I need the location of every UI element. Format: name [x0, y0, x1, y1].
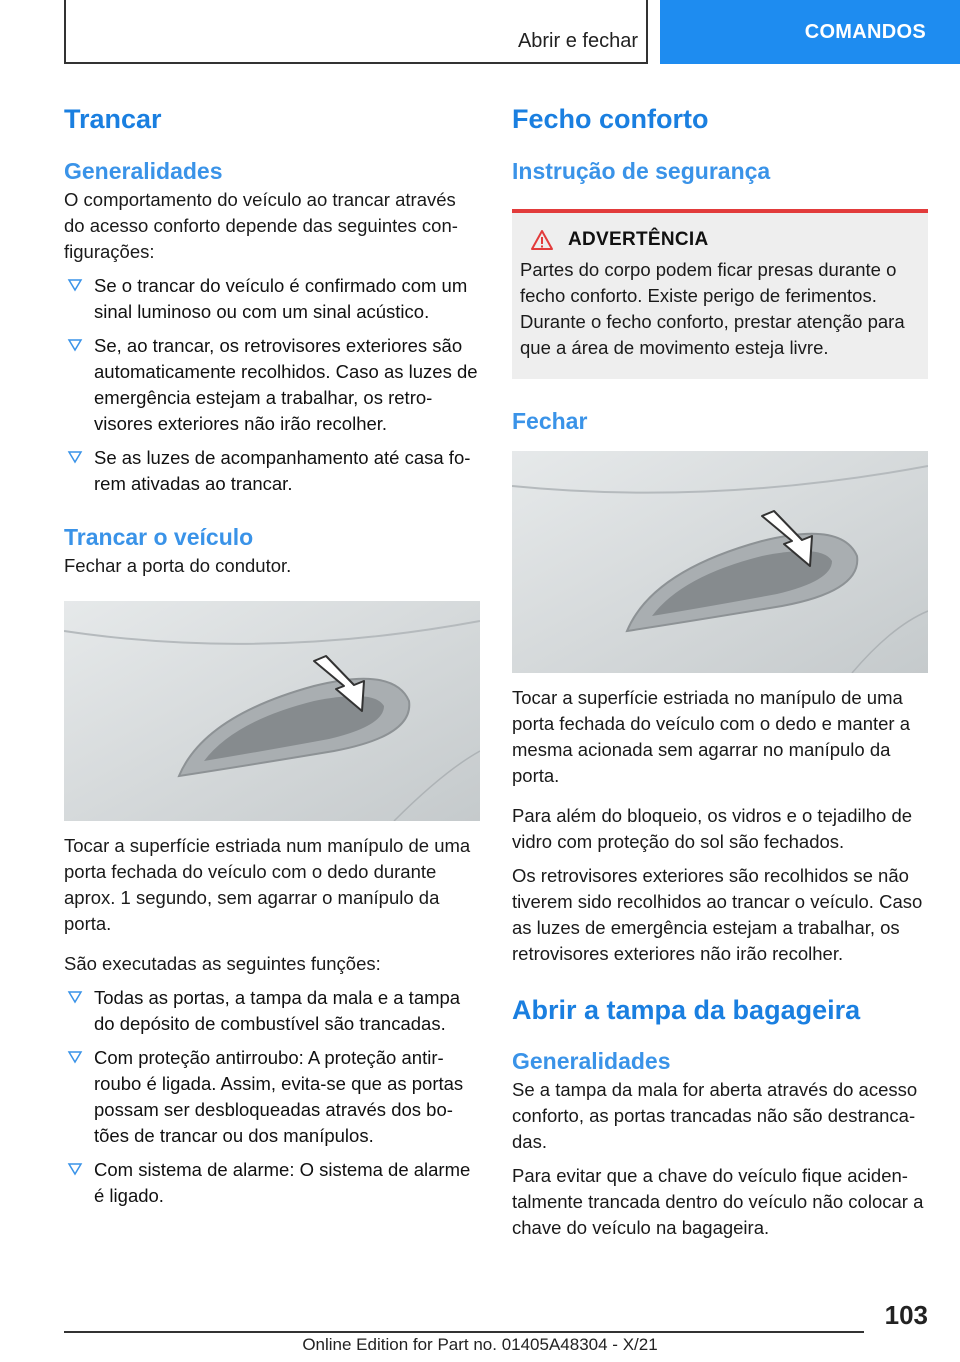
triangle-bullet-icon — [66, 276, 84, 294]
lock-caption: Tocar a superfície estriada num manípulo de uma porta fechada do veículo com o dedo durante aprox. 1 segundo, sem agarrar o manípulo da porta. — [64, 835, 471, 934]
close-paragraph-3: Os retrovisores exteriores são recolhidos se não tiverem sido recolhidos ao trancar o veículo. Caso as luzes de emergência estejam a trabalhar, os retrovisores exteriores não irão recolher. — [512, 865, 923, 964]
edition-text: Online Edition for Part no. 01405A48304 - X/21 — [302, 1335, 658, 1354]
triangle-bullet-icon — [66, 336, 84, 354]
close-paragraph-2: Para além do bloqueio, os vidros e o tejadilho de vidro com proteção do sol são fechados. — [512, 805, 913, 852]
heading-fecho-conforto: Fecho conforto — [512, 104, 709, 134]
functions-intro: São executadas as seguintes funções: — [64, 953, 381, 974]
heading-abrir-bagageira: Abrir a tampa da bagageira — [512, 995, 861, 1025]
config-list — [64, 273, 480, 497]
warning-text: Partes do corpo podem ficar presas durante o fecho conforto. Existe perigo de ferimentos. Durante o fecho conforto, prestar atenção para que a área de movimento esteja livre. — [520, 259, 905, 358]
door-handle-illustration-close — [512, 451, 928, 673]
trunk-paragraph-2: Para evitar que a chave do veículo fique acidentalmente trancada dentro do veículo não colocar a chave do veículo na bagageira. — [512, 1165, 924, 1238]
list-item: Se as luzes de acompanhamento até casa forem ativadas ao trancar. — [64, 445, 480, 497]
intro-text: O comportamento do veículo ao trancar através do acesso conforto depende das seguintes configurações: — [64, 189, 458, 262]
chapter-tab-label: COMANDOS — [804, 20, 926, 43]
warning-box — [512, 209, 928, 379]
functions-list — [64, 985, 480, 1209]
close-caption: Tocar a superfície estriada no manípulo de uma porta fechada do veículo com o dedo e manter a mesma acionada sem agarrar no manípulo da porta. — [512, 687, 911, 786]
trunk-paragraph-1: Se a tampa da mala for aberta através do acesso conforto, as portas trancadas não são destrancadas. — [512, 1079, 918, 1152]
heading-instrucao-seguranca: Instrução de segurança — [512, 158, 771, 184]
list-item: Todas as portas, a tampa da mala e a tampa do depósito de combustível são trancadas. — [64, 985, 480, 1037]
heading-trancar-veiculo: Trancar o veículo — [64, 524, 254, 550]
list-item: Com proteção antirroubo: A proteção antirroubo é ligada. Assim, evita-se que as portas possam ser desbloqueadas através dos botões de trancar ou dos manípulos. — [64, 1045, 480, 1149]
triangle-bullet-icon — [66, 1048, 84, 1066]
page-number: 103 — [884, 1300, 928, 1330]
section-title: Abrir e fechar — [517, 30, 638, 52]
triangle-bullet-icon — [66, 988, 84, 1006]
lock-text: Fechar a porta do condutor. — [64, 555, 292, 576]
list-item: Se o trancar do veículo é confirmado com um sinal luminoso ou com um sinal acústico. — [64, 273, 480, 325]
heading-generalidades-trunk: Generalidades — [512, 1048, 671, 1074]
door-handle-image-close — [512, 451, 928, 673]
footer-divider — [64, 1331, 864, 1333]
warning-triangle-icon — [530, 229, 554, 251]
heading-fechar: Fechar — [512, 408, 588, 434]
triangle-bullet-icon — [66, 1160, 84, 1178]
door-handle-image — [64, 601, 480, 821]
left-column — [64, 100, 480, 1209]
warning-header — [520, 229, 920, 251]
list-item: Se, ao trancar, os retrovisores exteriores são automaticamente recolhidos. Caso as luzes de emergência estejam a trabalhar, os retrovisores exteriores não irão recolher. — [64, 333, 480, 437]
list-item: Com sistema de alarme: O sistema de alarme é ligado. — [64, 1157, 480, 1209]
right-column — [512, 100, 928, 1241]
heading-generalidades: Generalidades — [64, 158, 223, 184]
chapter-tab — [660, 0, 960, 64]
door-handle-illustration — [64, 601, 480, 821]
heading-trancar: Trancar — [64, 104, 162, 134]
triangle-bullet-icon — [66, 448, 84, 466]
warning-title: ADVERTÊNCIA — [568, 229, 709, 250]
